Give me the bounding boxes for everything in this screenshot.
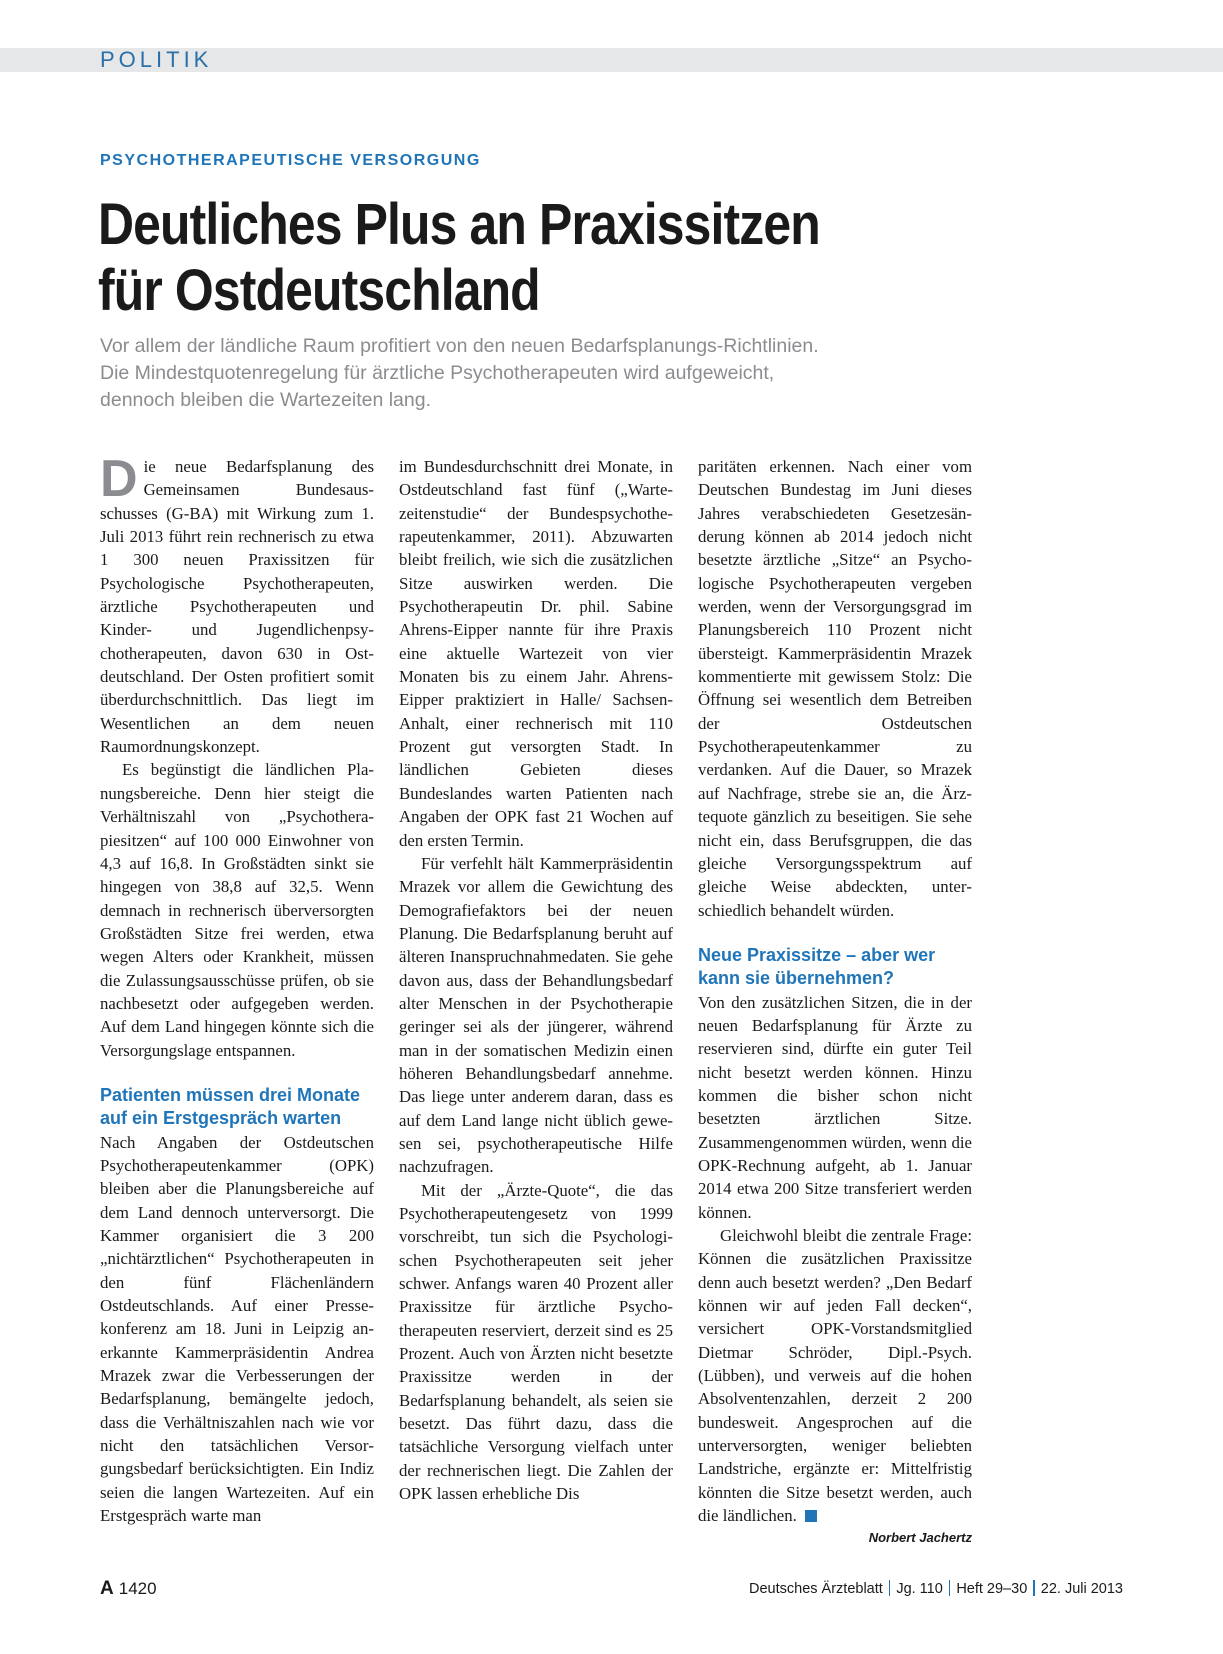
journal-footer bbox=[749, 1580, 1123, 1597]
paragraph-7: paritäten erkennen. Nach einer vom Deutschen Bundestag im Juni dieses Jahres verabschiedeten Gesetzesänderung können ab 2014 jedoch nicht besetzte ärztliche „Sitze“ an Psychologische Psychotherapeuten vergeben werden, wenn der Versorgungsgrad im Planungsbereich 110 Prozent nicht übersteigt. Kammerpräsidentin Mrazek kommentierte mit gewissem Stolz: Die Öffnung sei wesentlich dem Betreiben der Ostdeutschen Psychotherapeutenkammer zu verdanken. Auf die Dauer, so Mrazek auf Nachfrage, strebe sie an, die Ärztequote gänzlich zu beseitigen. Sie sehe nicht ein, dass Berufsgruppen, die das gleiche Versorgungsspektrum auf gleiche Weise abdeckten, unterschiedlich behandelt würden. bbox=[698, 457, 972, 920]
paragraph-2: Es begünstigt die ländlichen Planungsbereiche. Denn hier steigt die Verhältniszahl von „Psychotherapiesitzen“ auf 100 000 Einwohner von 4,3 auf 16,8. In Großstädten sinkt sie hingegen von 38,8 auf 32,5. Wenn demnach in rechnerisch überversorgten Großstädten Sitze frei werden, etwa wegen Alters oder Krankheit, müssen die Zulassungsausschüsse prüfen, ob sie nachbesetzt oder aufgegeben werden. Auf dem Land hingegen könnte sich die Versorgungslage entspannen. bbox=[100, 760, 374, 1060]
article-column-3 bbox=[698, 455, 972, 1549]
end-mark-icon bbox=[805, 1510, 817, 1522]
deck-line-1: Vor allem der ländliche Raum profitiert von den neuen Bedarfsplanungs-Richtlinien. bbox=[100, 335, 819, 357]
journal-issue: Heft 29–30 bbox=[956, 1581, 1028, 1597]
page-number bbox=[100, 1578, 157, 1600]
kicker: PSYCHOTHERAPEUTISCHE VERSORGUNG bbox=[100, 152, 481, 169]
subheading-2: Neue Praxissitze – aber wer kann sie übernehmen? bbox=[698, 944, 936, 989]
footer-separator bbox=[949, 1580, 951, 1596]
journal-volume: Jg. 110 bbox=[896, 1581, 943, 1597]
deck-line-2: Die Mindestquotenregelung für ärztliche Psychotherapeuten wird aufgeweicht, bbox=[100, 362, 775, 384]
paragraph-1 bbox=[100, 450, 374, 758]
dropcap: D bbox=[100, 450, 138, 508]
deck bbox=[100, 333, 1100, 414]
article-column-1 bbox=[100, 450, 374, 1527]
paragraph-9 bbox=[698, 1224, 972, 1527]
footer-separator bbox=[889, 1580, 891, 1596]
headline-line-1: Deutliches Plus an Praxissitzen bbox=[98, 192, 820, 257]
paragraph-1-text: ie neue Bedarfsplanung des Gemeinsamen Bundesausschusses (G-BA) mit Wirkung zum 1. Juli 2013 führt rein rechnerisch zu etwa 1 300 neuen Praxissitzen für Psychologische Psychotherapeuten, ärztliche Psychotherapeuten und Kinder- und Jugendlichenpsychotherapeuten, davon 630 in Ostdeutschland. Der Osten profitiert somit überdurchschnittlich. Das liegt im Wesentlichen an dem neuen Raumordnungskonzept. bbox=[100, 457, 374, 757]
journal-name: Deutsches Ärzteblatt bbox=[749, 1581, 883, 1597]
author-byline: Norbert Jachertz bbox=[868, 1530, 972, 1546]
headline-line-2: für Ostdeutschland bbox=[98, 258, 540, 323]
article-column-2 bbox=[399, 455, 673, 1505]
paragraph-5: Für verfehlt hält Kammerpräsidentin Mrazek vor allem die Gewichtung des Demografiefaktors bei der neuen Planung. Die Bedarfsplanung beruht auf älteren Inanspruchnahmedaten. Sie gehe davon aus, dass der Behandlungsbedarf alter Menschen in der Psychotherapie geringer sei als der jüngerer, während man in der somatischen Medizin einen höheren Behandlungsbedarf annehme. Das liege unter anderem daran, dass es auf dem Land lange nicht üblich gewesen sei, psychotherapeutische Hilfe nachzufragen. bbox=[399, 853, 673, 1177]
journal-date: 22. Juli 2013 bbox=[1040, 1581, 1123, 1597]
paragraph-4: im Bundesdurchschnitt drei Monate, in Ostdeutschland fast fünf („Wartezeitenstudie“ der Bundespsychotherapeutenkammer, 2011). Abzuwarten bleibt freilich, wie sich die zusätzlichen Sitze auswirken werden. Die Psychotherapeutin Dr. phil. Sabine Ahrens-Eipper nannte für ihre Praxis eine aktuelle Wartezeit von vier Monaten bis zu einem Jahr. Ahrens-Eipper praktiziert in Halle/ Sachsen-Anhalt, einer rechnerisch mit 110 Prozent gut versorgten Stadt. In ländlichen Gebieten dieses Bundeslandes warten Patienten nach Angaben der OPK fast 21 Wochen auf den ersten Termin. bbox=[399, 457, 673, 850]
page-number-value: 1420 bbox=[118, 1579, 157, 1598]
subheading-1: Patienten müssen drei Monate auf ein Erstgespräch warten bbox=[100, 1084, 361, 1129]
deck-line-3: dennoch bleiben die Wartezeiten lang. bbox=[100, 389, 432, 411]
paragraph-6: Mit der „Ärzte-Quote“, die das Psychotherapeutengesetz von 1999 vorschreibt, tun sich die Psychologischen Psychotherapeuten seit jeher schwer. Anfangs waren 40 Prozent aller Praxissitze für ärztliche Psychotherapeuten reserviert, derzeit sind es 25 Prozent. Auch von Ärzten nicht besetzte Praxissitze werden in der Bedarfsplanung behandelt, als seien sie besetzt. Das führt dazu, dass die tatsächliche Versorgung vielfach unter der rechnerischen liegt. Die Zahlen der OPK lassen erhebliche Dis bbox=[399, 1180, 673, 1504]
paragraph-8: Von den zusätzlichen Sitzen, die in der neuen Bedarfsplanung für Ärzte zu reservieren sind, dürfte ein guter Teil nicht besetzt werden können. Hinzu kommen die bisher schon nicht besetzten ärztlichen Sitze. Zusammengenommen würden, wenn die OPK-Rechnung aufgeht, ab 1. Januar 2014 etwa 200 Sitze transferiert werden können. bbox=[698, 992, 972, 1222]
headline bbox=[98, 192, 958, 324]
paragraph-3: Nach Angaben der Ostdeutschen Psychotherapeutenkammer (OPK) bleiben aber die Planungsbereiche auf dem Land dennoch unterversorgt. Die Kammer organisiert die 3 200 „nichtärztlichen“ Psychotherapeuten in den fünf Flächenländern Ostdeutschlands. Auf einer Pressekonferenz am 18. Juni in Leipzig anerkannte Kammerpräsidentin Andrea Mrazek zwar die Verbesserungen der Bedarfsplanung, bemängelte jedoch, dass die Verhältniszahlen nach wie vor nicht den tatsächlichen Versorgungsbedarf berücksichtigten. Ein Indiz seien die langen Wartezeiten. Auf ein Erstgespräch warte man bbox=[100, 1132, 374, 1526]
paragraph-9-text: Gleichwohl bleibt die zentrale Frage: Können die zusätzlichen Praxissitze denn auch besetzt werden? „Den Bedarf können wir auf jeden Fall decken“, versichert OPK-Vorstandsmitglied Dietmar Schröder, Dipl.-Psych. (Lübben), und verweis auf die hohen Absolventenzahlen, derzeit 2 200 bundesweit. Angesprochen auf die unterversorgten, weniger beliebten Landstriche, ergänzte er: Mittelfristig könnten die Sitze besetzt werden, auch die ländlichen. bbox=[698, 1226, 972, 1526]
footer-separator bbox=[1033, 1580, 1035, 1596]
section-label: POLITIK bbox=[100, 47, 213, 72]
page-prefix: A bbox=[100, 1578, 114, 1599]
